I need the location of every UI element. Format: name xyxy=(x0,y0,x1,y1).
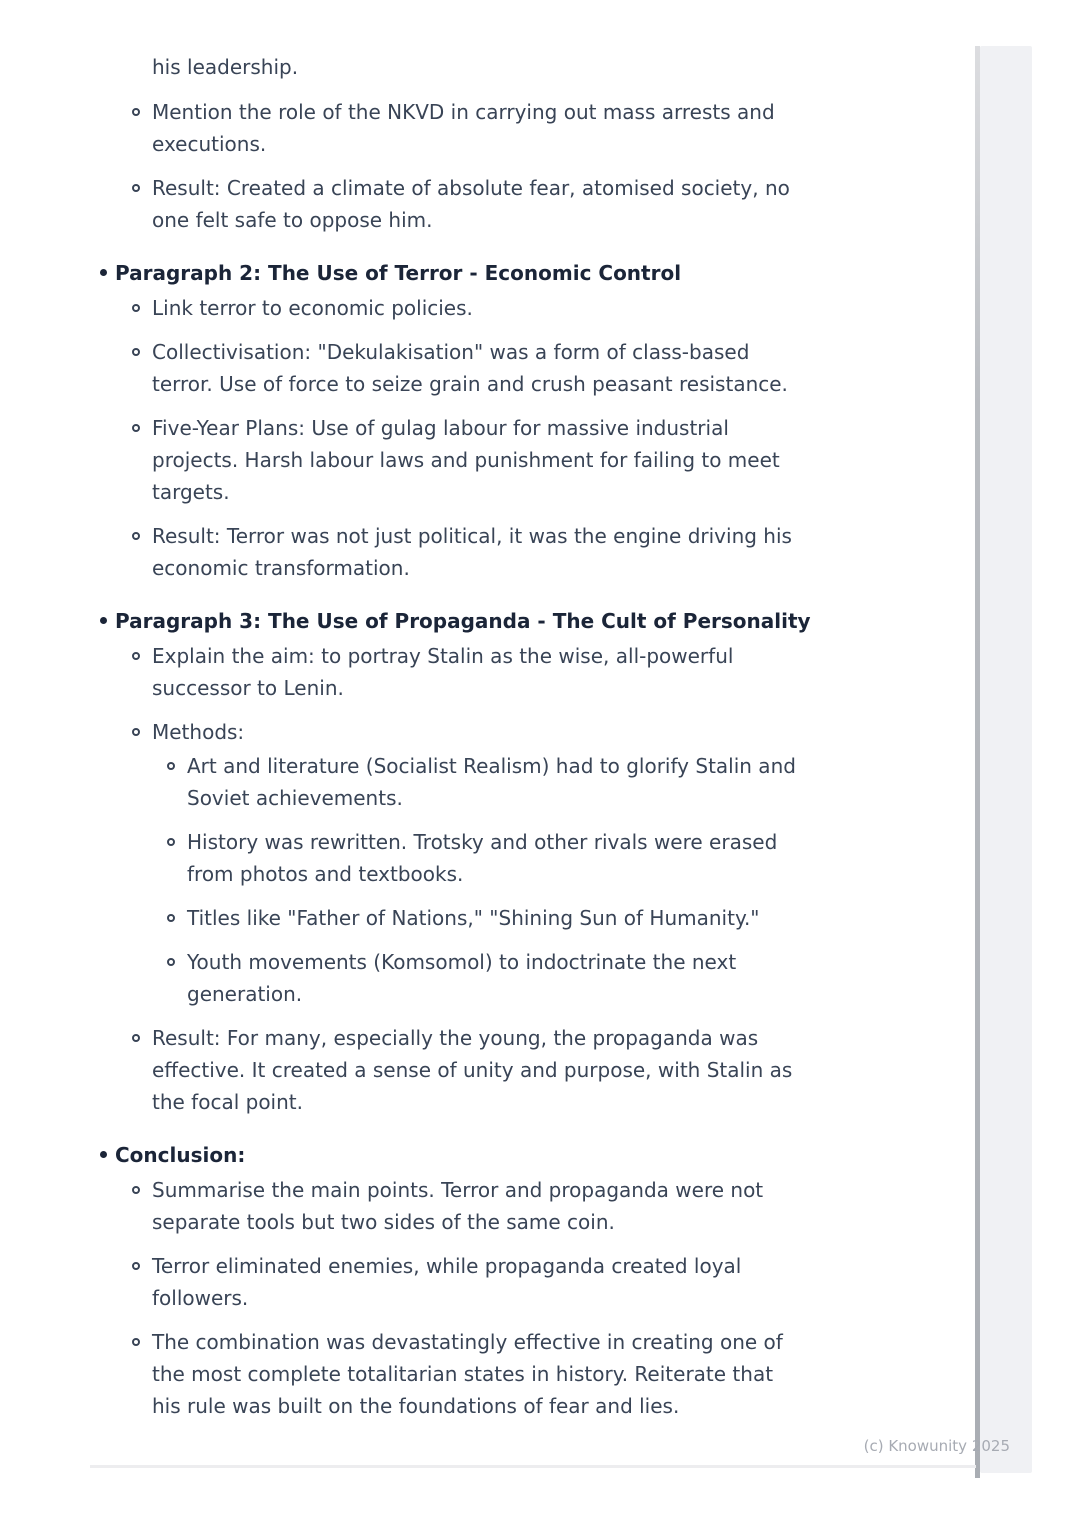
list-item-text: Explain the aim: to portray Stalin as the wise, all-powerful successor to Lenin. xyxy=(152,644,734,700)
circle-bullet-icon xyxy=(132,728,140,736)
list-item-text: Terror eliminated enemies, while propaganda created loyal followers. xyxy=(152,1254,742,1310)
continuation-line: his leadership. xyxy=(152,55,299,79)
disc-bullet-icon xyxy=(100,1151,107,1158)
list-item xyxy=(0,826,804,890)
list-item xyxy=(0,640,804,704)
list-item xyxy=(0,412,804,508)
circle-bullet-icon xyxy=(132,1186,140,1194)
disc-bullet-icon xyxy=(100,269,107,276)
list-item-text: Five-Year Plans: Use of gulag labour for massive industrial projects. Harsh labour laws and punishment for failing to meet targets. xyxy=(152,416,780,504)
list-item-text: Result: Terror was not just political, it was the engine driving his economic transformation. xyxy=(152,524,792,580)
circle-bullet-icon xyxy=(132,532,140,540)
page-edge-line xyxy=(975,46,980,1478)
circle-bullet-icon xyxy=(167,838,175,846)
circle-bullet-icon xyxy=(132,1338,140,1346)
list-item-text: Result: Created a climate of absolute fear, atomised society, no one felt safe to oppose him. xyxy=(152,176,790,232)
list-item-text: History was rewritten. Trotsky and other rivals were erased from photos and textbooks. xyxy=(187,830,778,886)
list-item xyxy=(0,902,804,934)
page-separator xyxy=(90,1465,976,1468)
list-item xyxy=(0,336,804,400)
section-heading: Paragraph 3: The Use of Propaganda - The Cult of Personality xyxy=(115,609,811,633)
list-item-text: Collectivisation: "Dekulakisation" was a form of class-based terror. Use of force to seize grain and crush peasant resistance. xyxy=(152,340,788,396)
circle-bullet-icon xyxy=(167,958,175,966)
section-paragraph-2 xyxy=(0,257,960,584)
list-item xyxy=(0,1326,804,1422)
section-item-list xyxy=(0,292,960,584)
list-item-text: Methods: xyxy=(152,720,245,744)
section-item-list xyxy=(0,1174,960,1422)
intro-list xyxy=(0,96,960,236)
outline-list xyxy=(0,257,960,1422)
circle-bullet-icon xyxy=(167,914,175,922)
watermark: (c) Knowunity 2025 xyxy=(863,1437,1010,1455)
circle-bullet-icon xyxy=(132,1034,140,1042)
side-gutter xyxy=(980,46,1032,1473)
list-item xyxy=(0,1174,804,1238)
circle-bullet-icon xyxy=(167,762,175,770)
methods-sublist xyxy=(0,750,804,1010)
list-item-text: Art and literature (Socialist Realism) had to glorify Stalin and Soviet achievements. xyxy=(187,754,796,810)
list-item xyxy=(0,1250,804,1314)
list-item xyxy=(0,520,804,584)
list-item-text: The combination was devastatingly effective in creating one of the most complete totalitarian states in history. Reiterate that his rule was built on the foundations of fear and lies. xyxy=(152,1330,783,1418)
circle-bullet-icon xyxy=(132,424,140,432)
list-item-text: Link terror to economic policies. xyxy=(152,296,473,320)
section-conclusion xyxy=(0,1139,960,1422)
list-item xyxy=(0,750,804,814)
list-item xyxy=(0,292,804,324)
circle-bullet-icon xyxy=(132,304,140,312)
list-item-text: Titles like "Father of Nations," "Shining Sun of Humanity." xyxy=(187,906,760,930)
list-item-methods xyxy=(0,716,804,1010)
section-paragraph-3 xyxy=(0,605,960,1118)
circle-bullet-icon xyxy=(132,1262,140,1270)
section-heading: Paragraph 2: The Use of Terror - Economic Control xyxy=(115,261,682,285)
list-item-text: Summarise the main points. Terror and propaganda were not separate tools but two sides of the same coin. xyxy=(152,1178,764,1234)
list-item xyxy=(0,946,804,1010)
section-heading: Conclusion: xyxy=(115,1143,246,1167)
disc-bullet-icon xyxy=(100,617,107,624)
list-item xyxy=(0,1022,804,1118)
list-item-text: Youth movements (Komsomol) to indoctrinate the next generation. xyxy=(187,950,737,1006)
section-item-list xyxy=(0,640,960,1118)
circle-bullet-icon xyxy=(132,652,140,660)
list-item xyxy=(0,96,804,160)
list-item-text: Result: For many, especially the young, the propaganda was effective. It created a sense of unity and purpose, with Stalin as the focal point. xyxy=(152,1026,793,1114)
circle-bullet-icon xyxy=(132,184,140,192)
circle-bullet-icon xyxy=(132,348,140,356)
list-item xyxy=(0,172,804,236)
list-item-text: Mention the role of the NKVD in carrying out mass arrests and executions. xyxy=(152,100,775,156)
document-body xyxy=(0,51,960,1434)
circle-bullet-icon xyxy=(132,108,140,116)
